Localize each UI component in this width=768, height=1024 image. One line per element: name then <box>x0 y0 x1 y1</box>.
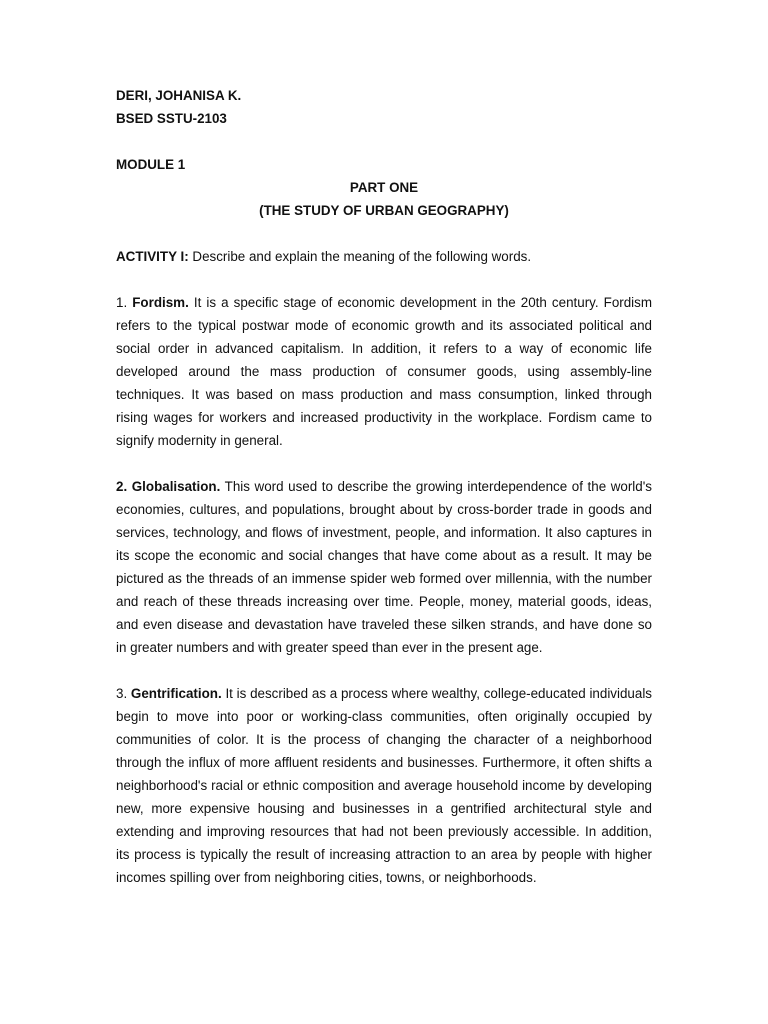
spacer <box>116 130 652 153</box>
term-paragraph-globalisation <box>116 475 652 659</box>
activity-label: ACTIVITY I: <box>116 249 189 264</box>
module-title: MODULE 1 <box>116 157 186 172</box>
part-title: PART ONE <box>349 180 419 195</box>
term-name: Fordism. <box>132 295 189 310</box>
spacer <box>116 659 652 682</box>
activity-instruction: Describe and explain the meaning of the following words. <box>188 249 532 264</box>
course-code: BSED SSTU-2103 <box>116 111 227 126</box>
spacer <box>116 452 652 475</box>
activity-line <box>116 245 652 268</box>
term-definition: This word used to describe the growing interdependence of the world's economies, cultures, and populations, brought about by cross-border trade in goods and services, technology, and flows of investment, people, and information. It also captures in its scope the economic and social changes that have come about as a result. It may be pictured as the threads of an immense spider web formed over millennia, with the number and reach of these threads increasing over time. People, money, material goods, ideas, and even disease and devastation have traveled these silken strands, and have done so in greater numbers and with greater speed than ever in the present age. <box>116 479 652 655</box>
term-number: 3. <box>116 686 131 701</box>
term-definition: It is a specific stage of economic development in the 20th century. Fordism refers to the typical postwar mode of economic growth and its associated political and social order in advanced capitalism. In addition, it refers to a way of economic life developed around the mass production of consumer goods, using assembly-line techniques. It was based on mass production and mass consumption, linked through rising wages for workers and increased productivity in the workplace. Fordism came to signify modernity in general. <box>116 295 653 448</box>
term-definition: It is described as a process where wealthy, college-educated individuals begin to move into poor or working-class communities, often originally occupied by communities of color. It is the process of changing the character of a neighborhood through the influx of more affluent residents and businesses. Furthermore, it often shifts a neighborhood's racial or ethnic composition and average household income by developing new, more expensive housing and businesses in a gentrified architectural style and extending and improving resources that had not been previously accessible. In addition, its process is typically the result of increasing attraction to an area by people with higher incomes spilling over from neighboring cities, towns, or neighborhoods. <box>116 686 652 885</box>
term-name: 2. Globalisation. <box>116 479 221 494</box>
student-name: DERI, JOHANISA K. <box>116 88 242 103</box>
term-paragraph-gentrification <box>116 682 652 889</box>
term-name: Gentrification. <box>130 686 222 701</box>
section-subtitle: (THE STUDY OF URBAN GEOGRAPHY) <box>259 203 509 218</box>
term-paragraph-fordism <box>116 291 652 452</box>
spacer <box>116 268 652 291</box>
term-number: 1. <box>116 295 133 310</box>
spacer <box>116 222 652 245</box>
